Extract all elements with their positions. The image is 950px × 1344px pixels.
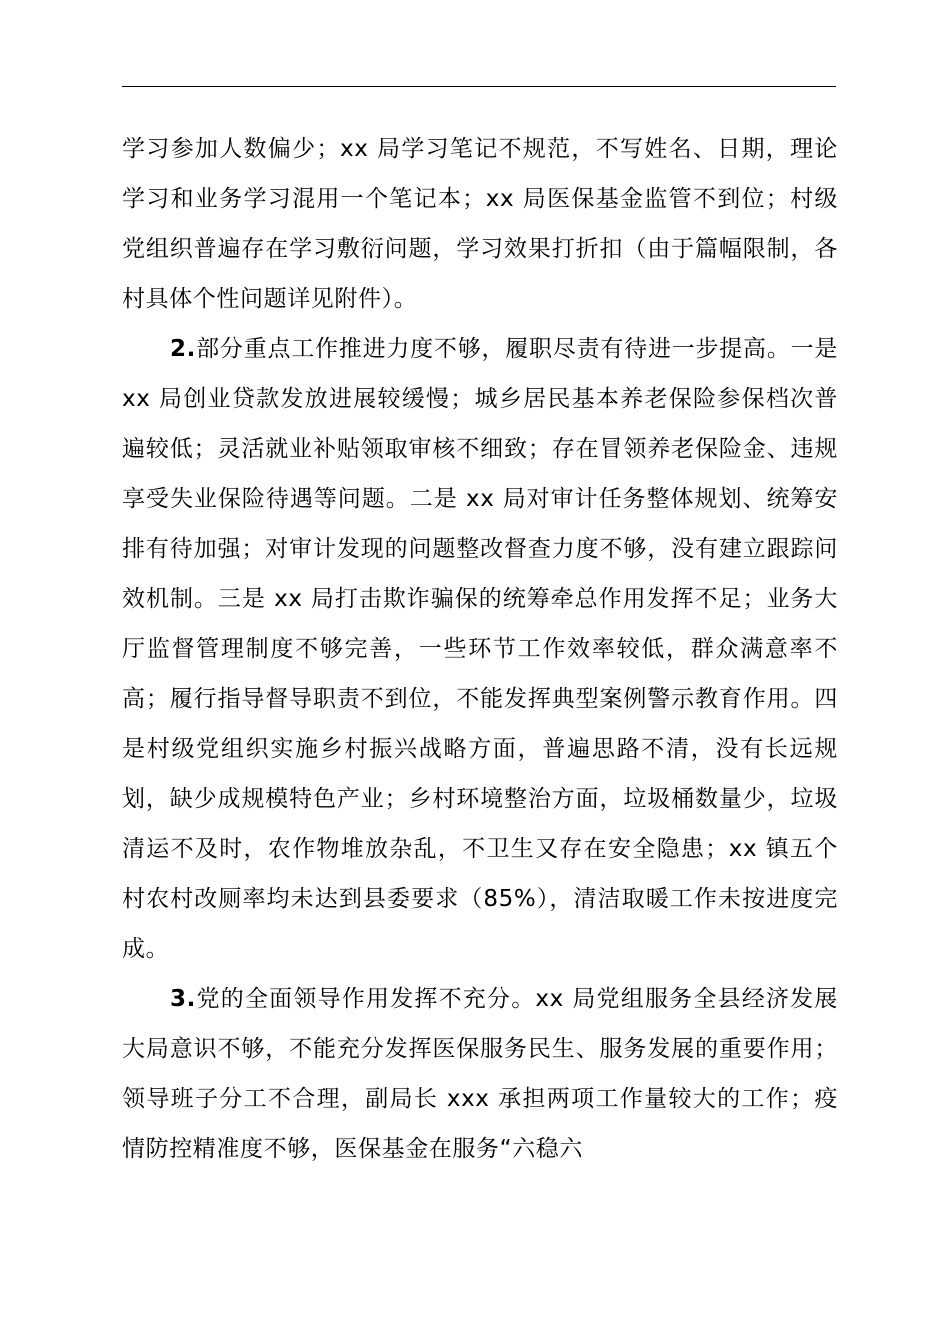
paragraph-text: 党的全面领导作用发挥不充分。xx 局党组服务全县经济发展大局意识不够，不能充分发挥医保服务民生、服务发展的重要作用；领导班子分工不合理，副局长 xxx 承担两项工作量较大的工作；疫情防控精准度不够，医保基金在服务“六稳六 xyxy=(122,986,838,1162)
item-number: 2. xyxy=(170,336,196,362)
paragraph-continuation xyxy=(122,124,838,324)
paragraph-item-3 xyxy=(122,974,838,1174)
paragraph-item-2 xyxy=(122,324,838,974)
item-number: 3. xyxy=(170,986,196,1012)
document-body xyxy=(122,124,838,1174)
paragraph-text: 部分重点工作推进力度不够，履职尽责有待进一步提高。一是 xx 局创业贷款发放进展较缓慢；城乡居民基本养老保险参保档次普遍较低；灵活就业补贴领取审核不细致；存在冒领养老保险金、违规享受失业保险待遇等问题。二是 xx 局对审计任务整体规划、统筹安排有待加强；对审计发现的问题整改督查力度不够，没有建立跟踪问效机制。三是 xx 局打击欺诈骗保的统筹牵总作用发挥不足；业务大厅监督管理制度不够完善，一些环节工作效率较低，群众满意率不高；履行指导督导职责不到位，不能发挥典型案例警示教育作用。四是村级党组织实施乡村振兴战略方面，普遍思路不清，没有长远规划，缺少成规模特色产业；乡村环境整治方面，垃圾桶数量少，垃圾清运不及时，农作物堆放杂乱，不卫生又存在安全隐患；xx 镇五个村农村改厕率均未达到县委要求（85%），清洁取暖工作未按进度完成。 xyxy=(122,336,838,962)
paragraph-text: 学习参加人数偏少；xx 局学习笔记不规范，不写姓名、日期，理论学习和业务学习混用一个笔记本；xx 局医保基金监管不到位；村级党组织普遍存在学习敷衍问题，学习效果打折扣（由于篇幅限制，各村具体个性问题详见附件）。 xyxy=(122,136,838,312)
header-rule xyxy=(122,86,836,87)
